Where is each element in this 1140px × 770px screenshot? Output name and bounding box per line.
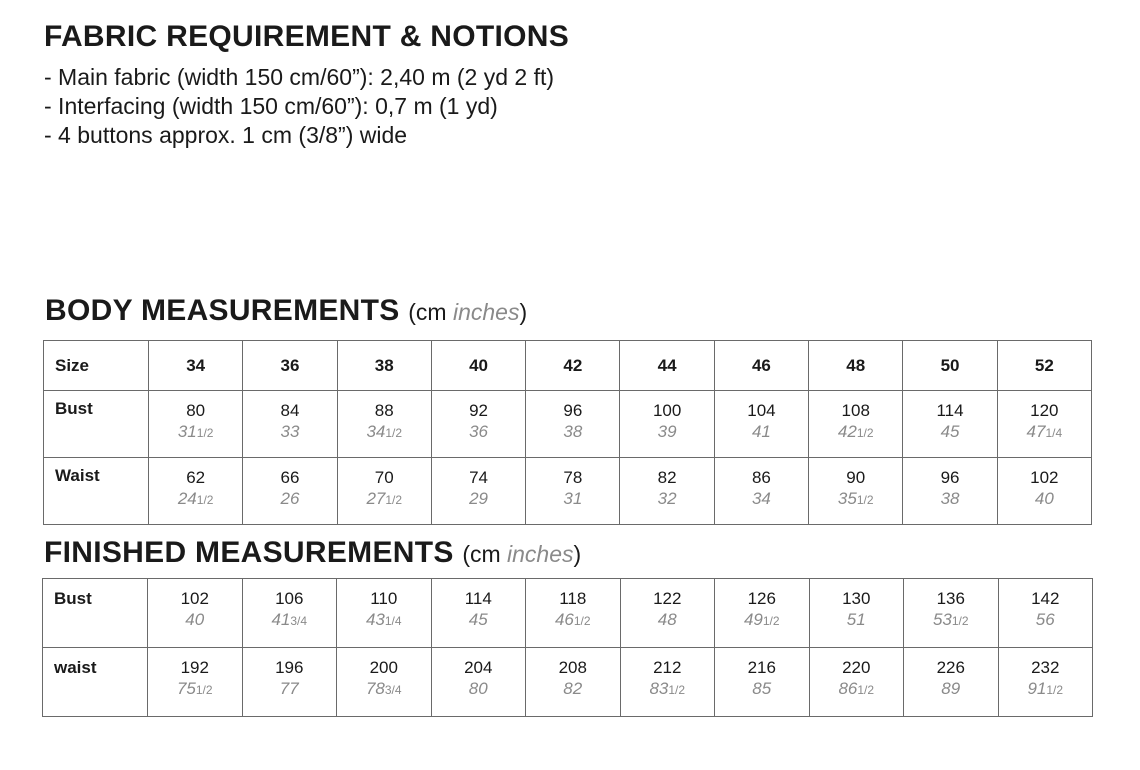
cm-value: 106 bbox=[275, 589, 304, 608]
cm-value: 96 bbox=[563, 401, 583, 420]
inch-fraction: 1/2 bbox=[856, 426, 874, 440]
measurement-cell bbox=[148, 648, 243, 717]
inch-value bbox=[621, 609, 715, 632]
measurement-cell bbox=[149, 391, 243, 458]
inch-value bbox=[243, 678, 337, 701]
measurement-cell bbox=[526, 391, 620, 458]
inch-fraction: 1/2 bbox=[195, 683, 213, 697]
cm-value: 84 bbox=[280, 401, 300, 420]
inch-value bbox=[432, 678, 526, 701]
inch-value bbox=[243, 421, 336, 444]
inch-fraction: 1/2 bbox=[668, 683, 686, 697]
cm-value: 126 bbox=[747, 589, 776, 608]
cm-value: 136 bbox=[936, 589, 965, 608]
measurement-cell bbox=[526, 579, 621, 648]
finished-measurements-table bbox=[42, 578, 1093, 717]
units-inches: inches bbox=[452, 299, 520, 325]
inch-value bbox=[338, 421, 431, 444]
units-close: ) bbox=[519, 299, 528, 325]
cm-value: 110 bbox=[370, 589, 398, 608]
cm-value: 78 bbox=[563, 468, 583, 487]
inch-value bbox=[904, 678, 998, 701]
units-inches: inches bbox=[507, 541, 574, 567]
inch-value bbox=[620, 488, 713, 511]
inch-value bbox=[999, 609, 1093, 632]
inch-value bbox=[337, 609, 431, 632]
inch-value bbox=[148, 678, 242, 701]
inch-value bbox=[903, 421, 996, 444]
inch-whole: 40 bbox=[185, 610, 205, 629]
inch-whole: 82 bbox=[563, 679, 583, 698]
measurement-cell bbox=[714, 391, 808, 458]
row-label: Bust bbox=[43, 579, 148, 648]
cm-value: 114 bbox=[464, 589, 492, 608]
notions-list bbox=[44, 63, 554, 150]
units-open: (cm bbox=[462, 541, 508, 567]
units-close: ) bbox=[573, 541, 582, 567]
cm-value: 104 bbox=[747, 401, 776, 420]
measurement-cell bbox=[997, 391, 1091, 458]
inch-whole: 51 bbox=[846, 610, 866, 629]
finished-measurements-heading bbox=[44, 536, 581, 570]
inch-whole: 83 bbox=[649, 679, 669, 698]
inch-whole: 42 bbox=[837, 422, 857, 441]
finished-row-waist bbox=[43, 648, 1093, 717]
inch-whole: 48 bbox=[657, 610, 677, 629]
inch-whole: 46 bbox=[554, 610, 574, 629]
inch-value bbox=[715, 609, 809, 632]
inch-whole: 31 bbox=[177, 422, 197, 441]
inch-value bbox=[903, 488, 996, 511]
inch-value bbox=[715, 678, 809, 701]
finished-row-bust bbox=[43, 579, 1093, 648]
inch-value bbox=[243, 609, 337, 632]
inch-value bbox=[526, 488, 619, 511]
measurement-cell bbox=[243, 458, 337, 525]
cm-value: 192 bbox=[180, 658, 209, 677]
inch-value bbox=[904, 609, 998, 632]
inch-fraction: 1/2 bbox=[857, 683, 875, 697]
finished-units-note bbox=[462, 541, 581, 567]
inch-whole: 89 bbox=[941, 679, 961, 698]
row-label: Waist bbox=[44, 458, 149, 525]
cm-value: 86 bbox=[751, 468, 771, 487]
inch-value bbox=[149, 488, 242, 511]
measurement-cell bbox=[904, 579, 999, 648]
cm-value: 208 bbox=[558, 658, 587, 677]
inch-whole: 32 bbox=[657, 489, 677, 508]
cm-value: 96 bbox=[940, 468, 960, 487]
measurement-cell bbox=[903, 458, 997, 525]
inch-value bbox=[715, 488, 808, 511]
inch-whole: 27 bbox=[366, 489, 386, 508]
cm-value: 108 bbox=[841, 401, 870, 420]
cm-value: 200 bbox=[369, 658, 398, 677]
cm-value: 142 bbox=[1031, 589, 1060, 608]
measurement-cell bbox=[148, 579, 243, 648]
inch-value bbox=[526, 421, 619, 444]
size-cell: 38 bbox=[337, 341, 431, 391]
inch-whole: 85 bbox=[752, 679, 772, 698]
cm-value: 66 bbox=[280, 468, 300, 487]
inch-value bbox=[243, 488, 336, 511]
inch-value bbox=[432, 609, 526, 632]
inch-whole: 80 bbox=[468, 679, 488, 698]
inch-value bbox=[526, 609, 620, 632]
cm-value: 92 bbox=[469, 401, 488, 420]
inch-value bbox=[998, 488, 1091, 511]
inch-whole: 77 bbox=[279, 679, 299, 698]
inch-fraction: 1/2 bbox=[196, 493, 214, 507]
inch-fraction: 1/2 bbox=[856, 493, 874, 507]
inch-whole: 31 bbox=[563, 489, 583, 508]
measurement-cell bbox=[620, 458, 714, 525]
inch-whole: 49 bbox=[743, 610, 763, 629]
inch-whole: 56 bbox=[1035, 610, 1055, 629]
cm-value: 220 bbox=[842, 658, 871, 677]
cm-value: 100 bbox=[652, 401, 682, 420]
inch-fraction: 1/2 bbox=[385, 426, 403, 440]
inch-value bbox=[148, 609, 242, 632]
inch-whole: 29 bbox=[469, 489, 488, 508]
inch-whole: 38 bbox=[940, 489, 960, 508]
inch-whole: 33 bbox=[280, 422, 300, 441]
size-cell: 50 bbox=[903, 341, 997, 391]
inch-fraction: 1/2 bbox=[196, 426, 214, 440]
inch-fraction: 1/4 bbox=[384, 614, 402, 628]
cm-value: 102 bbox=[1030, 468, 1059, 487]
measurement-cell bbox=[809, 648, 904, 717]
size-cell: 34 bbox=[149, 341, 243, 391]
inch-whole: 40 bbox=[1034, 489, 1054, 508]
inch-value bbox=[809, 488, 902, 511]
cm-value: 130 bbox=[842, 589, 871, 608]
measurement-cell bbox=[809, 458, 903, 525]
inch-fraction: 1/2 bbox=[762, 614, 780, 628]
inch-whole: 45 bbox=[940, 422, 960, 441]
inch-fraction: 1/4 bbox=[1045, 426, 1063, 440]
cm-value: 102 bbox=[180, 589, 209, 608]
row-label: Bust bbox=[44, 391, 149, 458]
inch-value bbox=[526, 678, 620, 701]
inch-fraction: 1/2 bbox=[1046, 683, 1064, 697]
inch-value bbox=[338, 488, 431, 511]
units-open: (cm bbox=[408, 299, 453, 325]
inch-whole: 34 bbox=[751, 489, 771, 508]
measurement-cell bbox=[998, 579, 1093, 648]
body-measurements-title: BODY MEASUREMENTS bbox=[45, 294, 400, 327]
inch-whole: 78 bbox=[365, 679, 385, 698]
inch-value bbox=[999, 678, 1093, 701]
cm-value: 88 bbox=[374, 401, 394, 420]
body-measurements-heading bbox=[45, 294, 527, 328]
inch-value bbox=[149, 421, 242, 444]
measurement-cell bbox=[149, 458, 243, 525]
cm-value: 62 bbox=[186, 468, 206, 487]
measurement-cell bbox=[337, 579, 432, 648]
measurement-cell bbox=[714, 458, 808, 525]
fabric-requirements-heading: FABRIC REQUIREMENT & NOTIONS bbox=[44, 20, 570, 53]
inch-whole: 24 bbox=[177, 489, 197, 508]
notion-item-buttons: - 4 buttons approx. 1 cm (3/8”) wide bbox=[44, 122, 408, 148]
inch-value bbox=[998, 421, 1091, 444]
measurement-cell bbox=[337, 648, 432, 717]
inch-fraction: 1/2 bbox=[573, 614, 591, 628]
measurement-cell bbox=[620, 579, 715, 648]
cm-value: 212 bbox=[653, 658, 682, 677]
inch-whole: 45 bbox=[468, 610, 488, 629]
inch-whole: 39 bbox=[657, 422, 677, 441]
inch-whole: 34 bbox=[366, 422, 386, 441]
size-cell: 48 bbox=[809, 341, 903, 391]
notion-item-main-fabric: - Main fabric (width 150 cm/60”): 2,40 m (2 yd 2 ft) bbox=[44, 64, 555, 90]
measurement-cell bbox=[431, 579, 526, 648]
measurement-cell bbox=[431, 458, 525, 525]
inch-whole: 86 bbox=[838, 679, 858, 698]
inch-fraction: 3/4 bbox=[384, 683, 402, 697]
body-row-bust bbox=[44, 391, 1092, 458]
measurement-cell bbox=[715, 579, 810, 648]
size-cell: 42 bbox=[526, 341, 620, 391]
measurement-cell bbox=[620, 391, 714, 458]
measurement-cell bbox=[242, 648, 337, 717]
cm-value: 90 bbox=[846, 468, 866, 487]
cm-value: 118 bbox=[559, 589, 587, 608]
inch-value bbox=[715, 421, 808, 444]
cm-value: 114 bbox=[936, 401, 964, 420]
inch-fraction: 1/2 bbox=[385, 493, 403, 507]
measurement-cell bbox=[337, 458, 431, 525]
size-label: Size bbox=[44, 341, 149, 391]
cm-value: 80 bbox=[186, 401, 206, 420]
inch-whole: 38 bbox=[563, 422, 583, 441]
inch-value bbox=[621, 678, 715, 701]
inch-whole: 36 bbox=[469, 422, 488, 441]
measurement-cell bbox=[997, 458, 1091, 525]
inch-value bbox=[337, 678, 431, 701]
measurement-cell bbox=[809, 391, 903, 458]
size-row bbox=[44, 341, 1092, 391]
inch-value bbox=[432, 488, 525, 511]
inch-whole: 41 bbox=[751, 422, 771, 441]
measurement-cell bbox=[903, 391, 997, 458]
measurement-cell bbox=[526, 648, 621, 717]
inch-whole: 35 bbox=[837, 489, 857, 508]
measurement-cell bbox=[431, 391, 525, 458]
body-row-waist bbox=[44, 458, 1092, 525]
inch-whole: 53 bbox=[932, 610, 952, 629]
cm-value: 70 bbox=[374, 468, 394, 487]
inch-whole: 43 bbox=[365, 610, 385, 629]
body-units-note bbox=[408, 299, 527, 325]
measurement-cell bbox=[620, 648, 715, 717]
inch-whole: 41 bbox=[271, 610, 291, 629]
cm-value: 196 bbox=[275, 658, 304, 677]
inch-fraction: 3/4 bbox=[290, 614, 308, 628]
measurement-cell bbox=[526, 458, 620, 525]
measurement-cell bbox=[431, 648, 526, 717]
cm-value: 204 bbox=[464, 658, 493, 677]
cm-value: 216 bbox=[747, 658, 776, 677]
size-cell: 46 bbox=[714, 341, 808, 391]
measurement-cell bbox=[809, 579, 904, 648]
inch-value bbox=[620, 421, 713, 444]
inch-whole: 47 bbox=[1026, 422, 1046, 441]
row-label: waist bbox=[43, 648, 148, 717]
cm-value: 226 bbox=[936, 658, 965, 677]
inch-fraction: 1/2 bbox=[951, 614, 969, 628]
inch-value bbox=[432, 421, 525, 444]
inch-whole: 75 bbox=[176, 679, 196, 698]
inch-value bbox=[810, 678, 904, 701]
measurement-cell bbox=[998, 648, 1093, 717]
finished-measurements-title: FINISHED MEASUREMENTS bbox=[44, 536, 454, 569]
body-measurements-table bbox=[43, 340, 1092, 525]
inch-value bbox=[809, 421, 902, 444]
size-cell: 44 bbox=[620, 341, 714, 391]
notion-item-interfacing: - Interfacing (width 150 cm/60”): 0,7 m (1 yd) bbox=[44, 93, 498, 119]
inch-whole: 26 bbox=[280, 489, 300, 508]
cm-value: 74 bbox=[469, 468, 488, 487]
size-cell: 40 bbox=[431, 341, 525, 391]
cm-value: 232 bbox=[1031, 658, 1060, 677]
cm-value: 122 bbox=[653, 589, 682, 608]
size-cell: 36 bbox=[243, 341, 337, 391]
measurement-cell bbox=[904, 648, 999, 717]
cm-value: 120 bbox=[1030, 401, 1059, 420]
measurement-cell bbox=[242, 579, 337, 648]
measurement-cell bbox=[243, 391, 337, 458]
inch-whole: 91 bbox=[1027, 679, 1047, 698]
cm-value: 82 bbox=[657, 468, 677, 487]
measurement-cell bbox=[715, 648, 810, 717]
inch-value bbox=[810, 609, 904, 632]
measurement-cell bbox=[337, 391, 431, 458]
size-cell: 52 bbox=[997, 341, 1091, 391]
